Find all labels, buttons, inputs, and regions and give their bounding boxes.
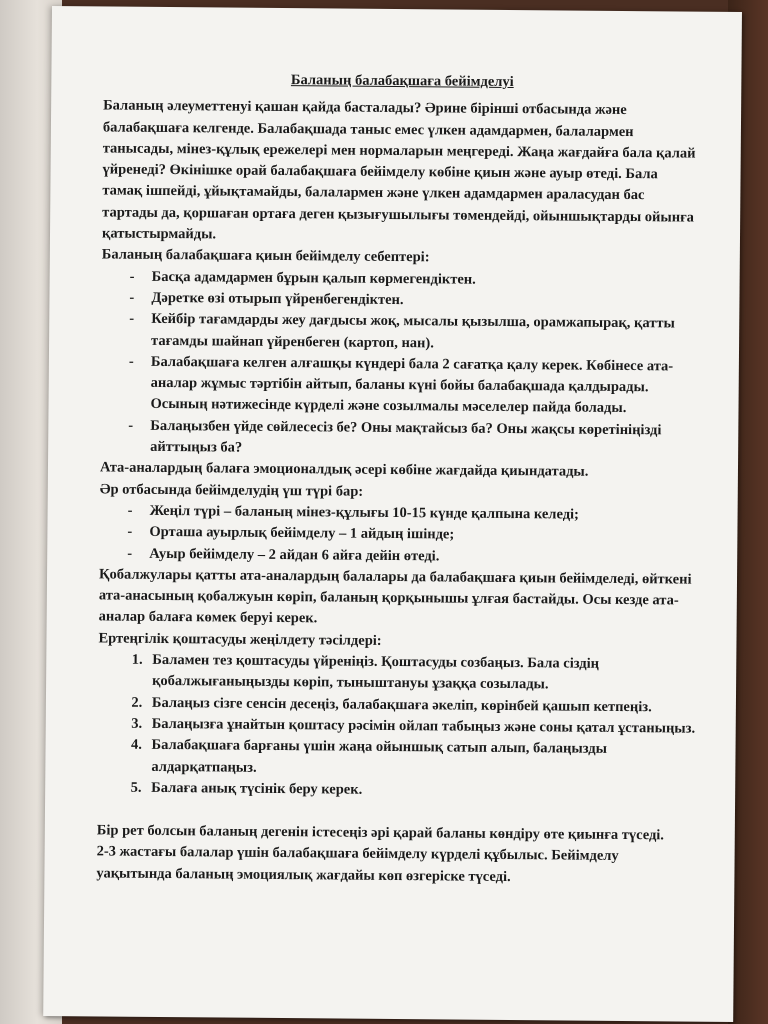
parents-effect-paragraph: Ата-аналардың балаға эмоционалдық әсері көбіне жағдайда қиындатады. [99, 459, 589, 481]
intro-paragraph: Баланың әлеуметтенуі қашан қайда басталады? Әрине бірінші отбасында және балабақшаға келгенде. Балабақшада таныс емес үлкен адамдармен, балалармен танысады, мінез-құлық ережелері мен нормаларын меңгереді. Жаңа жағдайға бала қалай үйренеді? Өкінішке орай балабақшаға бейімделу көбіне қиын және ауыр өтеді. Бала тамақ ішпейді, ұйықтамайды, балалармен және үлкен адамдармен араласудан бас тартады да, қоршаған ортаға деген қызығушылығы төмендейді, ойыншықтарды ойынға қатыстырмайды. [101, 97, 696, 243]
methods-list [97, 649, 696, 803]
list-item: - Орташа ауырлық бейімделу – 1 айдың ішінде; [127, 522, 697, 548]
list-item: - Дәретке өзі отырып үйренбегендіктен. [129, 288, 699, 314]
closing-paragraph-2: 2-3 жастағы балалар үшін балабақшаға бейімделу күрделі құбылыс. Бейімделу уақытында баланың эмоциялық жағдайы көп өзгеріске түседі. [96, 843, 619, 885]
types-list [99, 500, 698, 569]
list-item: 5. Балаға анық түсінік беру керек. [145, 778, 695, 804]
document-title: Баланың балабақшаға бейімделуі [290, 72, 514, 91]
types-heading: Әр отбасында бейімделудің үш түрі бар: [99, 481, 364, 500]
list-item: - Басқа адамдармен бұрын қалып көрмегендіктен. [130, 266, 700, 292]
methods-heading: Ертеңгілік қоштасуды жеңілдету тәсілдері: [98, 630, 382, 649]
list-item: 1. Баламен тез қоштасуды үйреніңіз. Қоштасуды созбаңыз. Бала сіздің қобалжығаныңызды көріп, тыныштануы ұзаққа созылады. [146, 650, 696, 697]
list-item: 2. Балаңыз сізге сенсін десеңіз, балабақшаға әкеліп, көрінбей қашып кетпеңіз. [146, 692, 696, 718]
list-item: 3. Балаңызға ұнайтын қоштасу рәсімін ойлап табыңыз және соны қатал ұстаныңыз. [146, 714, 696, 740]
document-page [43, 6, 742, 1022]
list-item: - Жеңіл түрі – баланың мінез-құлығы 10-15 күнде қалпына келеді; [128, 501, 698, 527]
reasons-heading: Баланың балабақшаға қиын бейімделу себептері: [101, 246, 430, 266]
list-item: 4. Балабақшаға барғаны үшін жаңа ойыншық сатып алып, балаңызды алдарқатпаңыз. [145, 735, 695, 782]
list-item: - Балабақшаға келген алғашқы күндері бала 2 сағатқа қалу керек. Көбінесе ата-аналар жұмыс тәртібін айтып, баланы күні бойы балабақшада қалдырады. Осының нәтижесінде күрделі және созылмалы мәселелер пайда болады. [128, 352, 699, 421]
list-item: - Балаңызбен үйде сөйлесесіз бе? Оны мақтайсыз ба? Оны жақсы көретініңізді айттыңыз ба? [128, 415, 698, 463]
list-item: - Кейбір тағамдарды жеу дағдысы жоқ, мысалы қызылша, орамжапырақ, қатты тағамды шайнап үйренбеген (картоп, нан). [129, 309, 699, 357]
anxious-parents-paragraph: Қобалжулары қатты ата-аналардың балалары да балабақшаға қиын бейімделеді, өйткені ата-анасының қобалжуын көріп, баланың қорқынышы ұлғая бастайды. Осы кезде ата-аналар балаға көмек беруі керек. [98, 566, 692, 627]
reasons-list [100, 266, 700, 463]
list-item: - Ауыр бейімделу – 2 айдан 6 айға дейін өтеді. [127, 543, 697, 569]
closing-paragraph-1: Бір рет болсын баланың дегенін істесеңіз әрі қарай баланы көндіру өте қиынға түседі. [96, 822, 665, 844]
